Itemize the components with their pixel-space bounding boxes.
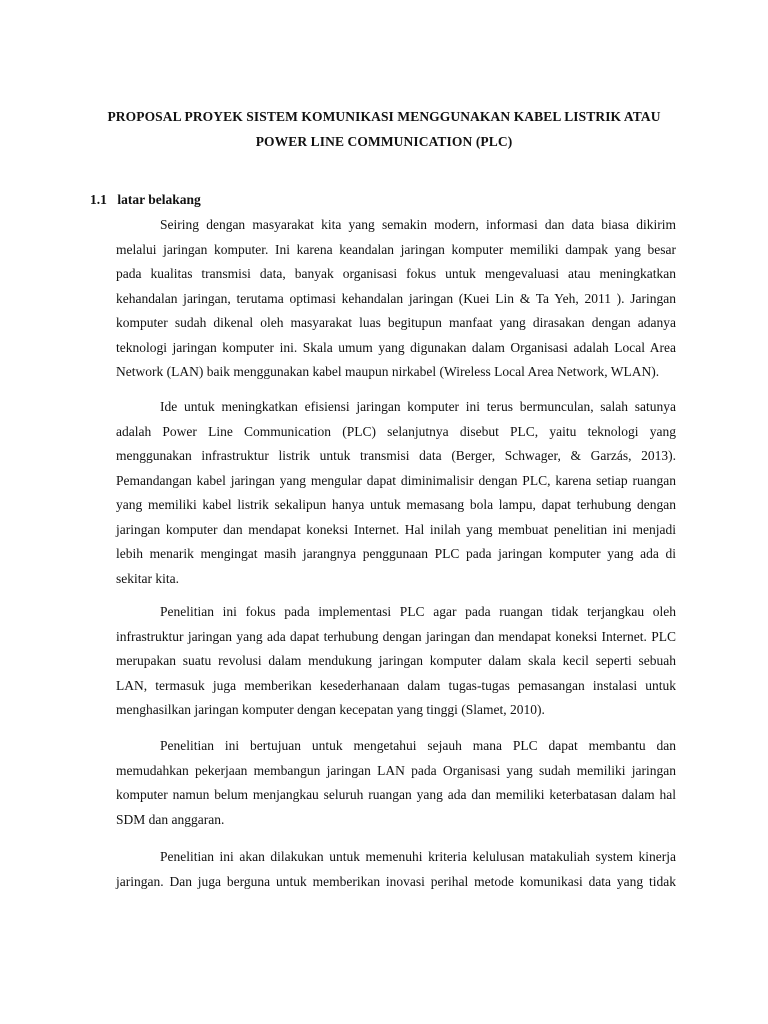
paragraph-line: lebih menarik mengingat masih jarangnya penggunaan PLC pada jaringan komputer yang ada di [116,546,676,561]
paragraph-line: pada kualitas transmisi data, banyak organisasi fokus untuk mengevaluasi atau meningkatkan [116,266,676,281]
paragraph-3 [116,600,676,723]
paragraph-line: memudahkan pekerjaan membangun jaringan LAN pada Organisasi yang sudah memiliki jaringan [116,762,676,778]
paragraph-line: menggunakan infrastruktur listrik untuk transmisi data (Berger, Schwager, & Garzás, 2013). [116,448,676,463]
paragraph-line: Ide untuk meningkatkan efisiensi jaringan komputer ini terus bermunculan, salah satunya [160,399,676,414]
document-title [60,104,708,154]
paragraph-line: LAN, termasuk juga memberikan kesederhanaan dalam tugas-tugas pemasangan instalasi untuk [116,677,676,693]
title-line-1: PROPOSAL PROYEK SISTEM KOMUNIKASI MENGGUNAKAN KABEL LISTRIK ATAU [107,109,661,124]
paragraph-line: infrastruktur jaringan yang ada dapat terhubung dengan jaringan dan mendapat koneksi Internet. PLC [116,628,676,644]
paragraph-line: menghasilkan jaringan komputer dengan kecepatan yang tinggi (Slamet, 2010). [116,702,545,717]
paragraph-line: kehandalan jaringan, terutama optimasi kehandalan jaringan (Kuei Lin & Ta Yeh, 2011 ). Jaringan [116,290,676,306]
paragraph-line: Penelitian ini bertujuan untuk mengetahui sejauh mana PLC dapat membantu dan [160,738,676,753]
section-heading [90,189,201,211]
paragraph-line: komputer sudah dikenal oleh masyarakat luas begitupun manfaat yang dirasakan dengan adanya [116,315,676,330]
paragraph-line: Seiring dengan masyarakat kita yang semakin modern, informasi dan data biasa dikirim [160,217,676,232]
title-line-2: POWER LINE COMMUNICATION (PLC) [255,134,513,149]
paragraph-line: sekitar kita. [116,570,179,586]
paragraph-line: Penelitian ini fokus pada implementasi PLC agar pada ruangan tidak terjangkau oleh [160,604,676,619]
paragraph-line: merupakan suatu revolusi dalam mendukung jaringan komputer dalam skala kecil seperti sebuah [116,653,676,668]
paragraph-line: komputer namun belum menjangkau seluruh ruangan yang ada dan memiliki keterbatasan dalam hal [116,787,676,802]
paragraph-line: adalah Power Line Communication (PLC) selanjutnya disebut PLC, yaitu teknologi yang [116,423,676,439]
paragraph-line: jaringan komputer dan mendapat koneksi Internet. Hal inilah yang membuat penelitian ini menjadi [116,521,676,537]
paragraph-line: jaringan. Dan juga berguna untuk memberikan inovasi perihal metode komunikasi data yang tidak [116,873,676,889]
paragraph-2 [116,395,676,591]
paragraph-line: SDM dan anggaran. [116,811,225,827]
paragraph-4 [116,734,676,832]
paragraph-1 [116,213,676,385]
paragraph-line: Pemandangan kabel jaringan yang mengular dapat diminimalisir dengan PLC, karena setiap ruangan [116,472,676,488]
paragraph-line: teknologi jaringan komputer ini. Skala umum yang digunakan dalam Organisasi adalah Local Area [116,339,676,355]
section-title: latar belakang [117,192,201,207]
paragraph-line: melalui jaringan komputer. Ini karena keandalan jaringan komputer memiliki dampak yang besar [116,241,676,257]
paragraph-line: Network (LAN) baik menggunakan kabel maupun nirkabel (Wireless Local Area Network, WLAN). [116,364,660,379]
paragraph-line: yang memiliki kabel listrik sekalipun hanya untuk memasang bola lampu, dapat terhubung dengan [116,497,676,512]
paragraph-line: Penelitian ini akan dilakukan untuk memenuhi kriteria kelulusan matakuliah system kinerja [160,849,676,864]
section-number: 1.1 [90,192,107,207]
paragraph-5 [116,845,676,894]
